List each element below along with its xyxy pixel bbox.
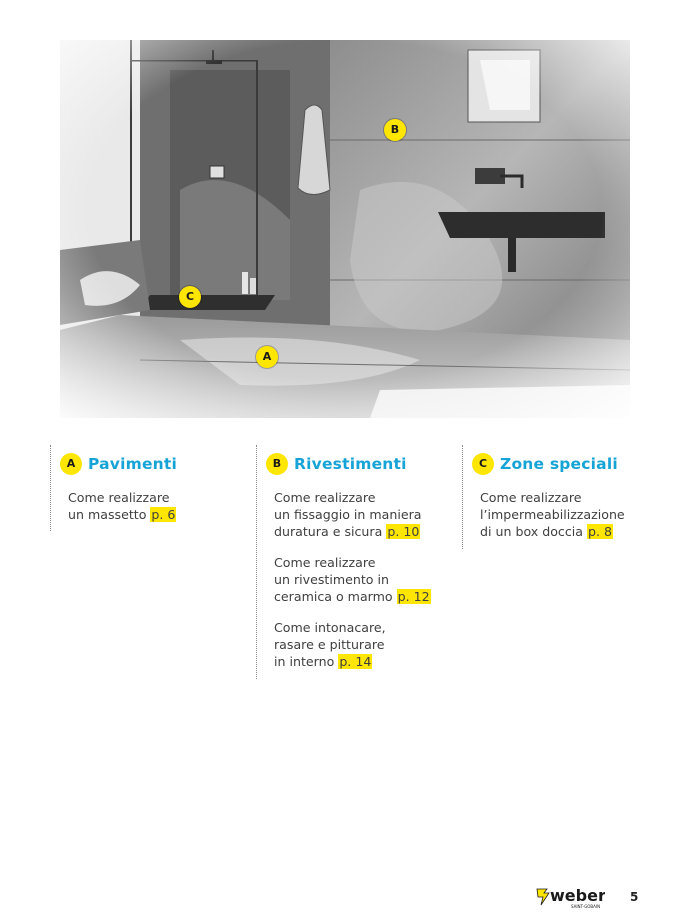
entry-line: Come realizzare xyxy=(68,490,170,505)
marker-b: B xyxy=(384,119,406,141)
entry-line: un fissaggio in maniera xyxy=(274,507,422,522)
entry-line: in interno p. 14 xyxy=(274,654,372,669)
entry-line: un rivestimento in xyxy=(274,572,389,587)
weber-logo xyxy=(535,883,605,911)
section-heading xyxy=(472,453,618,477)
entry-intonacare xyxy=(274,619,454,670)
entry-line: duratura e sicura p. 10 xyxy=(274,524,420,539)
entry-rivestimento xyxy=(274,554,454,605)
section-title: Zone speciali xyxy=(500,455,618,473)
letter-badge: A xyxy=(60,453,82,475)
entry-line: Come intonacare, xyxy=(274,620,386,635)
marker-c: C xyxy=(179,286,201,308)
page-link[interactable]: p. 8 xyxy=(588,524,613,539)
section-heading xyxy=(266,453,407,477)
page-link[interactable]: p. 12 xyxy=(397,589,430,604)
bathroom-illustration xyxy=(60,40,630,418)
entry-line: Come realizzare xyxy=(480,490,582,505)
marker-a: A xyxy=(256,346,278,368)
letter-badge: C xyxy=(472,453,494,475)
page-link[interactable]: p. 10 xyxy=(387,524,420,539)
entry-line: ceramica o marmo p. 12 xyxy=(274,589,430,604)
entry-line: Come realizzare xyxy=(274,555,376,570)
letter-badge: B xyxy=(266,453,288,475)
entry-list xyxy=(480,489,660,554)
page-number: 5 xyxy=(630,890,639,904)
page-link[interactable]: p. 6 xyxy=(151,507,176,522)
dotted-divider xyxy=(50,445,51,531)
section-title: Rivestimenti xyxy=(294,455,407,473)
section-heading xyxy=(60,453,177,477)
entry-list xyxy=(68,489,248,537)
entry-line: un massetto p. 6 xyxy=(68,507,176,522)
entry-line: Come realizzare xyxy=(274,490,376,505)
brand-name: weber xyxy=(550,886,605,905)
page-link[interactable]: p. 14 xyxy=(339,654,372,669)
entry-massetto xyxy=(68,489,248,523)
entry-line: di un box doccia p. 8 xyxy=(480,524,613,539)
entry-box-doccia xyxy=(480,489,660,540)
brand-sub: SAINT-GOBAIN xyxy=(571,904,601,909)
entry-line: rasare e pitturare xyxy=(274,637,385,652)
entry-list xyxy=(274,489,454,684)
dotted-divider xyxy=(256,445,257,679)
entry-line: l’impermeabilizzazione xyxy=(480,507,625,522)
section-title: Pavimenti xyxy=(88,455,178,473)
entry-fissaggio xyxy=(274,489,454,540)
dotted-divider xyxy=(462,445,463,549)
